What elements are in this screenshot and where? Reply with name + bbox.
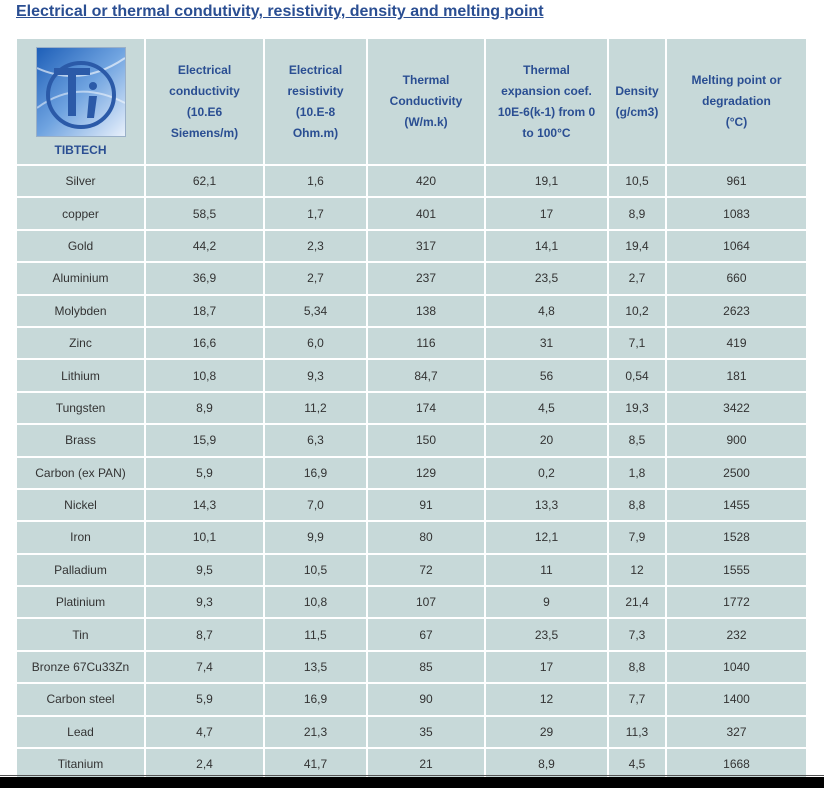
- table-row: [17, 522, 806, 552]
- value-cell-melting: 327: [667, 717, 806, 747]
- material-name-cell: Zinc: [17, 328, 144, 358]
- value-cell-melting: 1083: [667, 198, 806, 228]
- value-cell-therm_exp: 11: [486, 555, 607, 585]
- value-cell-melting: 1400: [667, 684, 806, 714]
- value-cell-density: 1,8: [609, 458, 665, 488]
- material-name-cell: Nickel: [17, 490, 144, 520]
- value-cell-melting: 961: [667, 166, 806, 196]
- value-cell-therm_cond: 129: [368, 458, 484, 488]
- value-cell-therm_exp: 14,1: [486, 231, 607, 261]
- material-name-cell: Bronze 67Cu33Zn: [17, 652, 144, 682]
- value-cell-melting: 1555: [667, 555, 806, 585]
- value-cell-elec_res: 6,0: [265, 328, 366, 358]
- value-cell-elec_cond: 14,3: [146, 490, 263, 520]
- table-row: [17, 328, 806, 358]
- column-header: Melting point or degradation (°C): [667, 39, 806, 164]
- value-cell-elec_cond: 58,5: [146, 198, 263, 228]
- material-name-cell: Silver: [17, 166, 144, 196]
- value-cell-elec_res: 10,8: [265, 587, 366, 617]
- value-cell-therm_cond: 317: [368, 231, 484, 261]
- logo-label: TIBTECH: [54, 142, 107, 157]
- header-row: [17, 39, 806, 164]
- value-cell-melting: 419: [667, 328, 806, 358]
- value-cell-therm_cond: 85: [368, 652, 484, 682]
- table-row: [17, 490, 806, 520]
- value-cell-therm_cond: 80: [368, 522, 484, 552]
- value-cell-elec_cond: 5,9: [146, 684, 263, 714]
- value-cell-elec_cond: 44,2: [146, 231, 263, 261]
- value-cell-elec_cond: 4,7: [146, 717, 263, 747]
- value-cell-density: 8,5: [609, 425, 665, 455]
- value-cell-elec_res: 16,9: [265, 684, 366, 714]
- value-cell-therm_exp: 20: [486, 425, 607, 455]
- value-cell-therm_exp: 8,9: [486, 749, 607, 779]
- material-name-cell: Lithium: [17, 360, 144, 390]
- value-cell-therm_exp: 31: [486, 328, 607, 358]
- value-cell-therm_exp: 19,1: [486, 166, 607, 196]
- material-name-cell: Lead: [17, 717, 144, 747]
- value-cell-therm_cond: 174: [368, 393, 484, 423]
- value-cell-therm_cond: 67: [368, 619, 484, 649]
- properties-table: [15, 37, 808, 781]
- material-name-cell: Platinium: [17, 587, 144, 617]
- value-cell-elec_cond: 9,5: [146, 555, 263, 585]
- value-cell-therm_exp: 23,5: [486, 619, 607, 649]
- value-cell-elec_cond: 2,4: [146, 749, 263, 779]
- column-header: Electrical resistivity (10.E-8 Ohm.m): [265, 39, 366, 164]
- value-cell-melting: 181: [667, 360, 806, 390]
- value-cell-density: 4,5: [609, 749, 665, 779]
- value-cell-therm_cond: 21: [368, 749, 484, 779]
- value-cell-therm_cond: 35: [368, 717, 484, 747]
- value-cell-melting: 1772: [667, 587, 806, 617]
- material-name-cell: Molybden: [17, 296, 144, 326]
- column-header: Thermal expansion coef. 10E-6(k-1) from 0 to 100°C: [486, 39, 607, 164]
- table-row: [17, 393, 806, 423]
- value-cell-elec_cond: 10,8: [146, 360, 263, 390]
- tibtech-ti-logo-icon: [36, 47, 126, 137]
- value-cell-elec_res: 2,3: [265, 231, 366, 261]
- value-cell-elec_cond: 7,4: [146, 652, 263, 682]
- value-cell-therm_exp: 12: [486, 684, 607, 714]
- table-row: [17, 231, 806, 261]
- value-cell-elec_res: 1,6: [265, 166, 366, 196]
- value-cell-elec_res: 41,7: [265, 749, 366, 779]
- value-cell-melting: 1040: [667, 652, 806, 682]
- value-cell-therm_exp: 29: [486, 717, 607, 747]
- material-name-cell: Palladium: [17, 555, 144, 585]
- material-name-cell: Tin: [17, 619, 144, 649]
- value-cell-melting: 232: [667, 619, 806, 649]
- value-cell-density: 19,4: [609, 231, 665, 261]
- value-cell-therm_cond: 107: [368, 587, 484, 617]
- table-row: [17, 684, 806, 714]
- value-cell-melting: 3422: [667, 393, 806, 423]
- material-name-cell: Aluminium: [17, 263, 144, 293]
- value-cell-therm_exp: 23,5: [486, 263, 607, 293]
- value-cell-density: 21,4: [609, 587, 665, 617]
- value-cell-density: 7,7: [609, 684, 665, 714]
- value-cell-elec_res: 13,5: [265, 652, 366, 682]
- value-cell-therm_exp: 4,5: [486, 393, 607, 423]
- logo-cell: [17, 39, 144, 164]
- value-cell-melting: 1064: [667, 231, 806, 261]
- value-cell-elec_res: 11,2: [265, 393, 366, 423]
- value-cell-therm_exp: 0,2: [486, 458, 607, 488]
- material-name-cell: Carbon steel: [17, 684, 144, 714]
- value-cell-melting: 660: [667, 263, 806, 293]
- value-cell-density: 10,5: [609, 166, 665, 196]
- value-cell-elec_res: 9,9: [265, 522, 366, 552]
- value-cell-elec_cond: 8,9: [146, 393, 263, 423]
- value-cell-therm_exp: 4,8: [486, 296, 607, 326]
- value-cell-melting: 1668: [667, 749, 806, 779]
- value-cell-elec_cond: 5,9: [146, 458, 263, 488]
- material-name-cell: Titanium: [17, 749, 144, 779]
- value-cell-elec_res: 21,3: [265, 717, 366, 747]
- value-cell-melting: 900: [667, 425, 806, 455]
- value-cell-therm_cond: 91: [368, 490, 484, 520]
- value-cell-therm_exp: 9: [486, 587, 607, 617]
- value-cell-density: 11,3: [609, 717, 665, 747]
- material-name-cell: Carbon (ex PAN): [17, 458, 144, 488]
- table-row: [17, 425, 806, 455]
- table-row: [17, 587, 806, 617]
- value-cell-elec_cond: 8,7: [146, 619, 263, 649]
- value-cell-density: 8,9: [609, 198, 665, 228]
- value-cell-therm_exp: 56: [486, 360, 607, 390]
- value-cell-elec_res: 16,9: [265, 458, 366, 488]
- value-cell-melting: 1528: [667, 522, 806, 552]
- value-cell-therm_exp: 12,1: [486, 522, 607, 552]
- material-name-cell: Iron: [17, 522, 144, 552]
- value-cell-density: 12: [609, 555, 665, 585]
- value-cell-density: 19,3: [609, 393, 665, 423]
- value-cell-density: 8,8: [609, 490, 665, 520]
- value-cell-density: 7,1: [609, 328, 665, 358]
- value-cell-therm_cond: 138: [368, 296, 484, 326]
- table-row: [17, 717, 806, 747]
- value-cell-therm_cond: 90: [368, 684, 484, 714]
- table-row: [17, 166, 806, 196]
- table-row: [17, 263, 806, 293]
- table-row: [17, 458, 806, 488]
- value-cell-density: 10,2: [609, 296, 665, 326]
- value-cell-elec_cond: 15,9: [146, 425, 263, 455]
- value-cell-therm_cond: 401: [368, 198, 484, 228]
- divider: [0, 775, 824, 776]
- column-header: Density (g/cm3): [609, 39, 665, 164]
- value-cell-melting: 2500: [667, 458, 806, 488]
- value-cell-elec_res: 9,3: [265, 360, 366, 390]
- value-cell-therm_cond: 116: [368, 328, 484, 358]
- value-cell-elec_cond: 18,7: [146, 296, 263, 326]
- bottom-bar: [0, 777, 824, 788]
- material-name-cell: Tungsten: [17, 393, 144, 423]
- value-cell-elec_cond: 16,6: [146, 328, 263, 358]
- value-cell-elec_res: 6,3: [265, 425, 366, 455]
- value-cell-therm_cond: 420: [368, 166, 484, 196]
- value-cell-density: 7,3: [609, 619, 665, 649]
- value-cell-therm_exp: 13,3: [486, 490, 607, 520]
- table-row: [17, 652, 806, 682]
- material-name-cell: copper: [17, 198, 144, 228]
- value-cell-elec_res: 1,7: [265, 198, 366, 228]
- value-cell-elec_res: 7,0: [265, 490, 366, 520]
- value-cell-elec_cond: 9,3: [146, 587, 263, 617]
- value-cell-therm_cond: 150: [368, 425, 484, 455]
- value-cell-elec_res: 5,34: [265, 296, 366, 326]
- column-header: Electrical conductivity (10.E6 Siemens/m): [146, 39, 263, 164]
- material-name-cell: Brass: [17, 425, 144, 455]
- value-cell-melting: 1455: [667, 490, 806, 520]
- value-cell-density: 7,9: [609, 522, 665, 552]
- value-cell-elec_cond: 36,9: [146, 263, 263, 293]
- table-row: [17, 619, 806, 649]
- value-cell-therm_exp: 17: [486, 652, 607, 682]
- material-name-cell: Gold: [17, 231, 144, 261]
- table-body: [17, 166, 806, 779]
- value-cell-density: 2,7: [609, 263, 665, 293]
- column-header: Thermal Conductivity (W/m.k): [368, 39, 484, 164]
- value-cell-elec_res: 11,5: [265, 619, 366, 649]
- value-cell-density: 0,54: [609, 360, 665, 390]
- table-row: [17, 555, 806, 585]
- page-title[interactable]: Electrical or thermal condutivity, resistivity, density and melting point: [16, 3, 544, 20]
- value-cell-melting: 2623: [667, 296, 806, 326]
- value-cell-therm_cond: 72: [368, 555, 484, 585]
- value-cell-therm_cond: 84,7: [368, 360, 484, 390]
- table-row: [17, 198, 806, 228]
- value-cell-therm_exp: 17: [486, 198, 607, 228]
- value-cell-elec_res: 10,5: [265, 555, 366, 585]
- table-row: [17, 360, 806, 390]
- value-cell-elec_cond: 10,1: [146, 522, 263, 552]
- value-cell-elec_res: 2,7: [265, 263, 366, 293]
- value-cell-elec_cond: 62,1: [146, 166, 263, 196]
- table-row: [17, 296, 806, 326]
- value-cell-density: 8,8: [609, 652, 665, 682]
- value-cell-therm_cond: 237: [368, 263, 484, 293]
